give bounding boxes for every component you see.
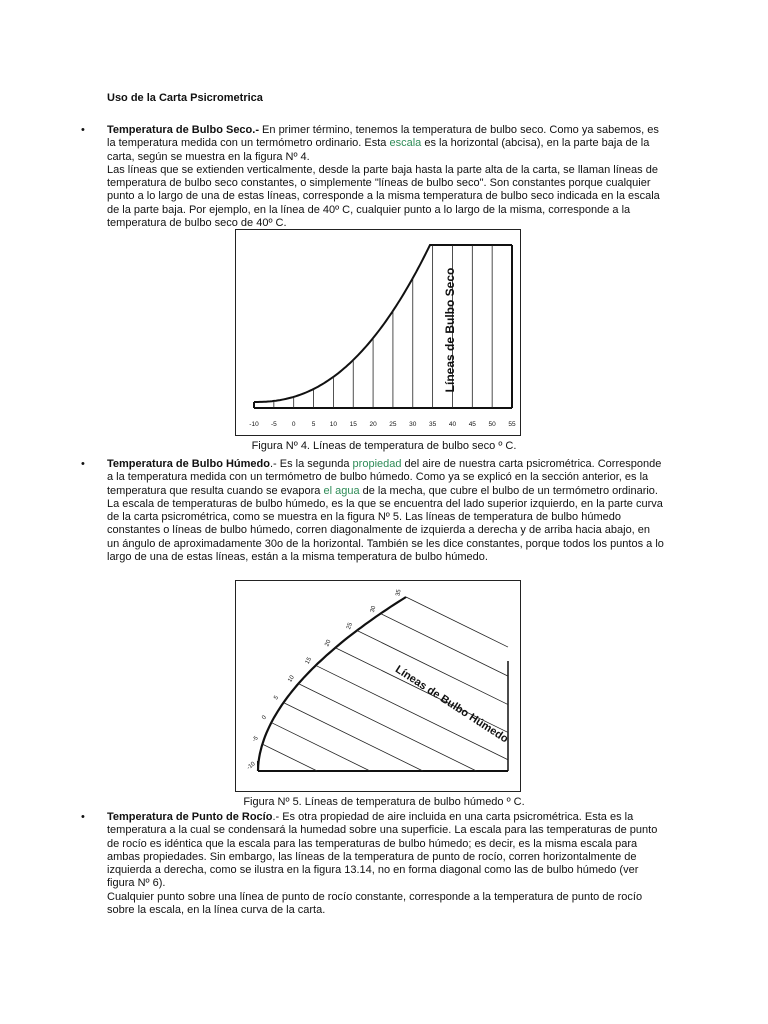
dry-bulb-lines-label: Líneas de Bulbo Seco (443, 267, 457, 393)
saturation-curve (258, 597, 406, 771)
dry-bulb-tick-label: 35 (428, 421, 437, 428)
wet-bulb-chart (236, 581, 520, 791)
wet-bulb-tick-label: -10 (246, 761, 257, 772)
wet-bulb-tick-label: 5 (273, 694, 281, 702)
el-agua-link[interactable]: el agua (323, 484, 360, 497)
wet-bulb-line (262, 744, 317, 771)
dew-point-paragraph-2: Cualquier punto sobre una línea de punto de rocío constante, corresponde a la temperatura de punto de rocío sobre la escala, en la línea curva de la carta. (107, 890, 643, 917)
dry-bulb-tick-label: 50 (488, 421, 496, 428)
wet-bulb-tick-label: 15 (304, 656, 314, 666)
wet-bulb-text-2: del aire de nuestra carta psicrométrica. Corresponde a la temperatura medida con un termómetro de bulbo húmedo. Como ya se explicó en la sección anterior, es la temperatura que resulta cuando se evapora (107, 458, 662, 497)
wet-bulb-tick-label: 20 (324, 639, 333, 648)
wet-bulb-text-3: de la mecha, que cubre el bulbo de un termómetro ordinario. (359, 484, 658, 497)
section-dew-point (107, 811, 665, 917)
dry-bulb-chart (236, 230, 520, 435)
dry-bulb-tick-label: -10 (249, 421, 259, 428)
dew-point-heading: Temperatura de Punto de Rocío (107, 811, 273, 823)
dry-bulb-tick-label: 15 (349, 421, 357, 428)
dry-bulb-tick-label: 0 (291, 421, 296, 428)
dry-bulb-tick-label: -5 (270, 421, 277, 428)
figure-4 (235, 229, 521, 436)
dry-bulb-tick-label: 40 (448, 421, 457, 428)
wet-bulb-tick-label: 25 (346, 622, 354, 631)
figure-5 (235, 580, 521, 792)
dew-point-paragraph-1 (107, 811, 665, 891)
dry-bulb-tick-label: 10 (329, 421, 338, 428)
wet-bulb-heading: Temperatura de Bulbo Húmedo (107, 458, 270, 470)
dry-bulb-tick-label: 25 (389, 421, 397, 428)
dry-bulb-text-2: es la horizontal (abcisa), en la parte baja de la carta, según se muestra en la figura Nº 4. (107, 137, 650, 163)
page-title: Uso de la Carta Psicrometrica (107, 92, 263, 104)
dry-bulb-tick-label: 30 (409, 421, 417, 428)
section-dry-bulb (107, 124, 665, 230)
dry-bulb-tick-label: 20 (369, 421, 377, 428)
dry-bulb-paragraph-1 (107, 124, 665, 164)
bullet-2: • (81, 458, 85, 470)
wet-bulb-tick-label: 10 (287, 674, 296, 684)
dew-point-text-1: .- Es otra propiedad de aire incluida en una carta psicrométrica. Esta es la temperatura a la cual se condensará la humedad sobre una superficie. La escala para las temperaturas de punto de rocío es idéntica que la escala para las temperaturas de bulbo húmedo; es decir, es la misma escala para ambas propiedades. Sin embargo, las líneas de la temperatura de punto de rocío, corren horizontalmente de izquierda a derecha, como se ilustra en la figura 13.14, no en forma diagonal como las de bulbo húmedo (ver figura Nº 6). (107, 811, 658, 890)
wet-bulb-line (284, 703, 423, 771)
figure-5-caption: Figura Nº 5. Líneas de temperatura de bulbo húmedo º C. (243, 796, 525, 808)
dry-bulb-tick-label: 5 (311, 421, 316, 428)
wet-bulb-line (271, 723, 370, 771)
dry-bulb-tick-label: 55 (508, 421, 516, 428)
bullet-1: • (81, 124, 85, 136)
wet-bulb-paragraph-2: La escala de temperaturas de bulbo húmedo, es la que se encuentra del lado superior izquierdo, en la parte curva de la carta psicrométrica, como se muestra en la figura Nº 5. Las líneas de temperatura de bulbo húmedo constantes o líneas de bulbo húmedo, corren diagonalmente de izquierda a derecha y de arriba hacia abajo, en un ángulo de aproximadamente 30o de la horizontal. También se les dice constantes, porque todos los puntos a lo largo de una de estas líneas, están a la misma temperatura de bulbo húmedo. (107, 497, 664, 564)
wet-bulb-tick-label: 35 (395, 589, 403, 597)
escala-link[interactable]: escala (389, 137, 422, 150)
wet-bulb-paragraph-1 (107, 458, 665, 498)
saturation-curve (254, 245, 512, 402)
figure-4-caption: Figura Nº 4. Líneas de temperatura de bulbo seco º C. (251, 440, 517, 452)
propiedad-link[interactable]: propiedad (352, 458, 402, 470)
wet-bulb-tick-label: 0 (261, 714, 268, 722)
section-wet-bulb (107, 458, 665, 564)
wet-bulb-tick-label: -5 (251, 735, 260, 744)
dry-bulb-tick-label: 45 (468, 421, 476, 428)
dry-bulb-paragraph-2: Las líneas que se extienden verticalmente, desde la parte baja hasta la parte alta de la carta, se llaman líneas de temperatura de bulbo seco constantes, o simplemente "líneas de bulbo seco". Son constantes porque cualquier punto a lo largo de una de estas líneas, corresponde a la misma temperatura de bulbo seco indicada en la escala de la parte baja. Por ejemplo, en la línea de 40º C, cualquier punto a lo largo de la misma, corresponde a la temperatura de bulbo seco de 40º C. (107, 163, 660, 230)
dry-bulb-text-1: En primer término, tenemos la temperatura de bulbo seco. Como ya sabemos, es la temperatura medida con un termómetro ordinario. Esta (107, 124, 659, 150)
dry-bulb-heading: Temperatura de Bulbo Seco.- (107, 124, 259, 136)
wet-bulb-text-1: .- Es la segunda (269, 458, 353, 470)
bullet-3: • (81, 811, 85, 823)
wet-bulb-tick-label: 30 (369, 605, 378, 614)
wet-bulb-line (406, 597, 508, 647)
wet-bulb-lines-label: Líneas de Bulbo Húmedo (393, 663, 511, 746)
